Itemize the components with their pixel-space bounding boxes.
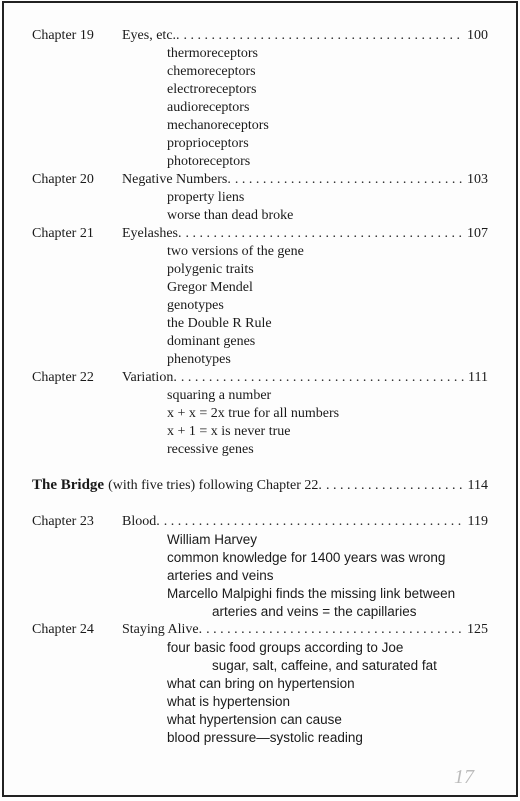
toc-page	[2, 1, 518, 797]
toc-subentry: x + x = 2x true for all numbers	[167, 406, 340, 421]
toc-subentry: photoreceptors	[167, 154, 251, 169]
chapter-label: Chapter 24	[32, 622, 94, 637]
toc-subentry: electroreceptors	[167, 82, 257, 97]
chapter-label: Chapter 22	[32, 370, 94, 385]
chapter-page: 125	[467, 622, 488, 637]
toc-subentry: Gregor Mendel	[167, 280, 253, 295]
chapter-label: Chapter 21	[32, 226, 94, 241]
toc-subentry: arteries and veins	[167, 568, 274, 583]
toc-entry-chapter-24[interactable]	[32, 621, 488, 639]
toc-subentry: property liens	[167, 190, 245, 205]
leader-dots	[185, 225, 463, 243]
toc-subentry: dominant genes	[167, 334, 256, 349]
leader-dots	[326, 476, 464, 496]
toc-subentry: polygenic traits	[167, 262, 254, 277]
chapter-title: Eyes, etc..	[122, 28, 180, 43]
toc-subentry: the Double R Rule	[167, 316, 272, 331]
toc-subentry: common knowledge for 1400 years was wrong	[167, 550, 446, 565]
toc-subentry: what hypertension can cause	[167, 712, 342, 727]
toc-entry-chapter-23[interactable]	[32, 513, 488, 531]
chapter-title: Variation.	[122, 370, 177, 385]
toc-subentry: audioreceptors	[167, 100, 250, 115]
toc-subentry: squaring a number	[167, 388, 272, 403]
chapter-page: 100	[467, 28, 488, 43]
toc-subentry: William Harvey	[167, 532, 258, 547]
toc-subentry: Marcello Malpighi finds the missing link between	[167, 586, 456, 601]
toc-entry-chapter-21[interactable]	[32, 225, 488, 243]
chapter-title: Staying Alive.	[122, 622, 203, 637]
leader-dots	[181, 369, 464, 387]
bridge-subtitle: (with five tries) following Chapter 22.	[108, 478, 322, 493]
chapter-title: Negative Numbers.	[122, 172, 231, 187]
toc-subentry: what can bring on hypertension	[167, 676, 355, 691]
toc-subentry: phenotypes	[167, 352, 231, 367]
toc-subentry: genotypes	[167, 298, 224, 313]
toc-subentry-indented: arteries and veins = the capillaries	[212, 604, 417, 619]
toc-entry-chapter-22[interactable]	[32, 369, 488, 387]
toc-subentry: two versions of the gene	[167, 244, 304, 259]
chapter-title: Blood.	[122, 514, 160, 529]
toc-subentry: four basic food groups according to Joe	[167, 640, 404, 655]
toc-subentry: chemoreceptors	[167, 64, 256, 79]
toc-entry-chapter-19[interactable]	[32, 27, 488, 45]
toc-entry-chapter-20[interactable]	[32, 171, 488, 189]
toc-subentry-indented: sugar, salt, caffeine, and saturated fat	[212, 658, 437, 673]
chapter-label: Chapter 23	[32, 514, 94, 529]
chapter-page: 107	[467, 226, 488, 241]
chapter-page: 103	[467, 172, 488, 187]
leader-dots	[164, 513, 464, 531]
chapter-page: 119	[467, 514, 488, 529]
leader-dots	[206, 621, 463, 639]
chapter-label: Chapter 19	[32, 28, 94, 43]
chapter-title: Eyelashes.	[122, 226, 182, 241]
leader-dots	[235, 171, 463, 189]
toc-subentry: what is hypertension	[167, 694, 291, 709]
leader-dots	[184, 27, 463, 45]
toc-subentry: thermoreceptors	[167, 46, 258, 61]
bridge-page: 114	[467, 478, 488, 493]
toc-subentry: worse than dead broke	[167, 208, 294, 223]
bridge-title: The Bridge	[32, 477, 105, 493]
chapter-page: 111	[468, 370, 488, 385]
toc-subentry: blood pressure—systolic reading	[167, 730, 363, 745]
chapter-label: Chapter 20	[32, 172, 94, 187]
page-number: 17	[454, 766, 474, 788]
toc-subentry: proprioceptors	[167, 136, 249, 151]
toc-subentry: recessive genes	[167, 442, 254, 457]
toc-entry-bridge[interactable]	[32, 475, 488, 495]
toc-subentry: mechanoreceptors	[167, 118, 269, 133]
toc-subentry: x + 1 = x is never true	[167, 424, 291, 439]
